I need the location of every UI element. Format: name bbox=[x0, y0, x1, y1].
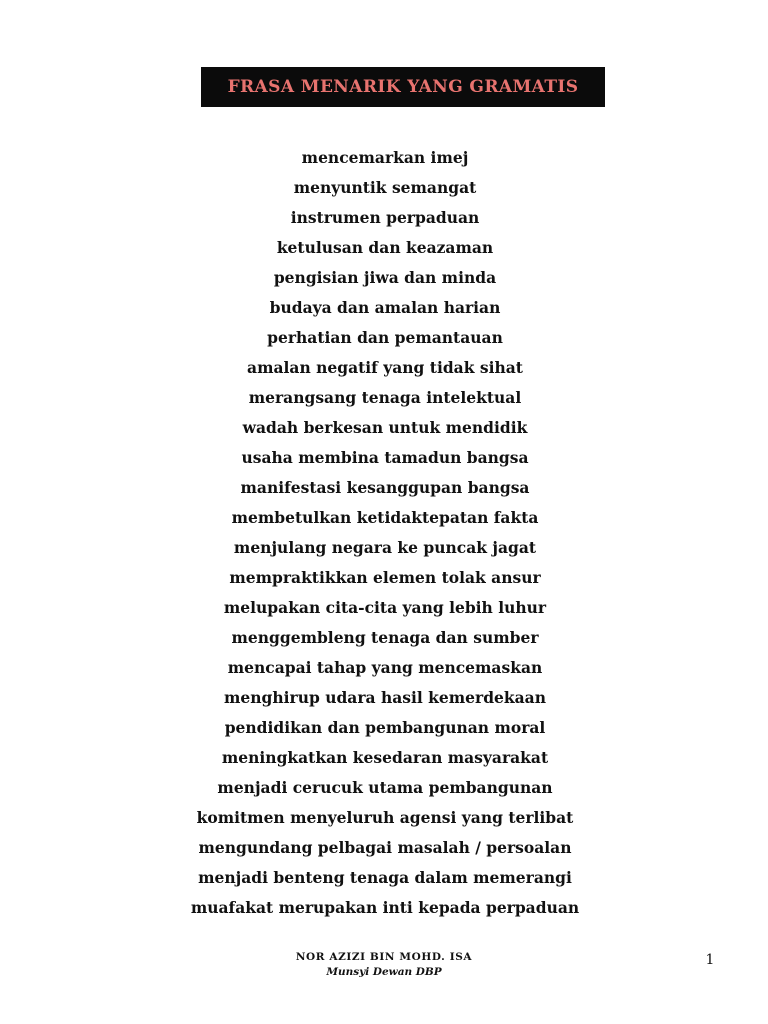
list-item: ketulusan dan keazaman bbox=[276, 238, 494, 257]
list-item: komitmen menyeluruh agensi yang terlibat bbox=[196, 808, 574, 827]
list-item: mencapai tahap yang mencemaskan bbox=[227, 658, 543, 677]
list-item: menyuntik semangat bbox=[293, 178, 477, 197]
list-item: perhatian dan pemantauan bbox=[267, 328, 503, 347]
list-item: pendidikan dan pembangunan moral bbox=[224, 718, 546, 737]
list-item: mempraktikkan elemen tolak ansur bbox=[229, 568, 541, 587]
list-item: merangsang tenaga intelektual bbox=[248, 388, 522, 407]
list-item: usaha membina tamadun bangsa bbox=[241, 448, 529, 467]
phrase-list bbox=[0, 143, 768, 923]
list-item: manifestasi kesanggupan bangsa bbox=[240, 478, 530, 497]
list-item: melupakan cita-cita yang lebih luhur bbox=[223, 598, 547, 617]
list-item: instrumen perpaduan bbox=[290, 208, 480, 227]
title-banner bbox=[201, 67, 605, 107]
page-number: 1 bbox=[705, 952, 715, 968]
list-item: menjadi benteng tenaga dalam memerangi bbox=[198, 868, 572, 887]
list-item: amalan negatif yang tidak sihat bbox=[247, 358, 523, 377]
page-title: FRASA MENARIK YANG GRAMATIS bbox=[227, 77, 579, 97]
list-item: menjadi cerucuk utama pembangunan bbox=[217, 778, 553, 797]
author-role: Munsyi Dewan DBP bbox=[326, 966, 442, 978]
list-item: menjulang negara ke puncak jagat bbox=[233, 538, 537, 557]
list-item: menghirup udara hasil kemerdekaan bbox=[224, 688, 546, 707]
list-item: mengundang pelbagai masalah / persoalan bbox=[198, 838, 572, 857]
list-item: wadah berkesan untuk mendidik bbox=[242, 418, 528, 437]
footer bbox=[0, 950, 768, 979]
list-item: pengisian jiwa dan minda bbox=[273, 268, 497, 287]
list-item: budaya dan amalan harian bbox=[269, 298, 501, 317]
list-item: menggembleng tenaga dan sumber bbox=[231, 628, 539, 647]
list-item: mencemarkan imej bbox=[301, 148, 469, 167]
author-name: NOR AZIZI BIN MOHD. ISA bbox=[295, 951, 473, 963]
list-item: muafakat merupakan inti kepada perpaduan bbox=[190, 898, 580, 917]
list-item: membetulkan ketidaktepatan fakta bbox=[231, 508, 539, 527]
list-item: meningkatkan kesedaran masyarakat bbox=[221, 748, 549, 767]
